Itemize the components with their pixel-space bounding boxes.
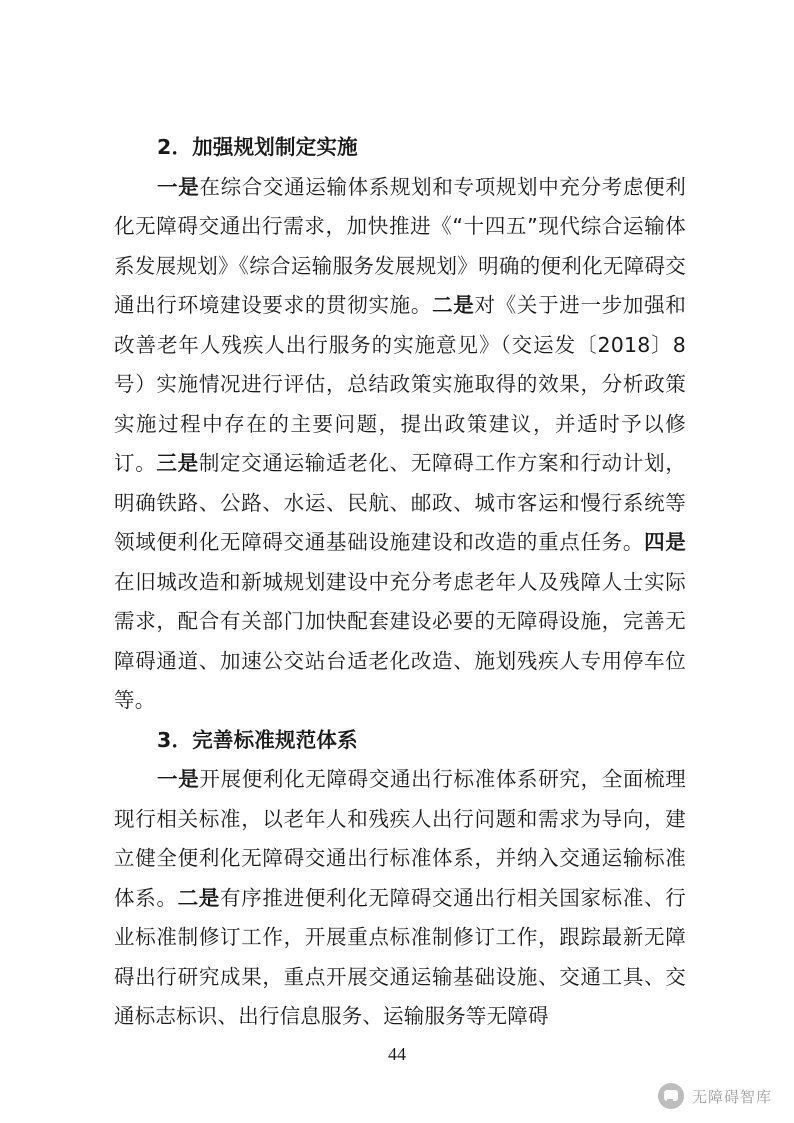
run-emphasis: 四是 [644, 530, 686, 554]
section-heading-2: 2．加强规划制定实施 [157, 135, 358, 159]
paragraph-standards [114, 760, 686, 1037]
run-text: 制定交通运输适老化、无障碍工作方案和行动计划，明确铁路、公路、水运、民航、邮政、城市客运和慢行系统等领域便利化无障碍交通基础设施建设和改造的重点任务。 [114, 451, 686, 554]
run-text: 对《关于进一步加强和改善老年人残疾人出行服务的实施意见》（交运发〔2018〕8 号）实施情况进行评估，总结政策实施取得的效果，分析政策实施过程中存在的主要问题，提出政策建议，并适时予以修订。 [114, 293, 687, 475]
watermark [658, 1083, 772, 1109]
page-number: 44 [388, 1044, 406, 1064]
watermark-label: 无障碍智库 [691, 1087, 772, 1106]
run-emphasis: 二是 [177, 885, 221, 910]
paragraph-planning [114, 168, 686, 721]
run-text: 在旧城改造和新城规划建设中充分考虑老年人及残障人士实际需求，配合有关部门加快配套建设必要的无障碍设施，完善无障碍通道、加速公交站台适老化改造、施划残疾人专用停车位等。 [114, 569, 686, 712]
run-emphasis: 一是 [157, 767, 200, 791]
section-heading-3: 3．完善标准规范体系 [157, 727, 358, 752]
run-text: 有序推进便利化无障碍交通出行相关国家标准、行业标准制修订工作，开展重点标准制修订工作，跟踪最新无障碍出行研究成果，重点开展交通运输基础设施、交通工具、交通标志标识、出行信息服务、运输服务等无障碍 [114, 885, 686, 1028]
document-body [114, 128, 686, 1037]
run-emphasis: 三是 [156, 451, 199, 475]
run-emphasis: 二是 [432, 293, 475, 317]
book-logo-icon [658, 1083, 684, 1109]
run-text: 开展便利化无障碍交通出行标准体系研究，全面梳理现行相关标准，以老年人和残疾人出行问题和需求为导向，建立健全便利化无障碍交通出行标准体系，并纳入交通运输标准体系。 [114, 767, 686, 910]
run-text: 在综合交通运输体系规划和专项规划中充分考虑便利化无障碍交通出行需求，加快推进《“十四五”现代综合运输体系发展规划》《综合运输服务发展规划》明确的便利化无障碍交通出行环境建设要求的贯彻实施。 [114, 174, 686, 317]
run-emphasis: 一是 [157, 174, 200, 199]
